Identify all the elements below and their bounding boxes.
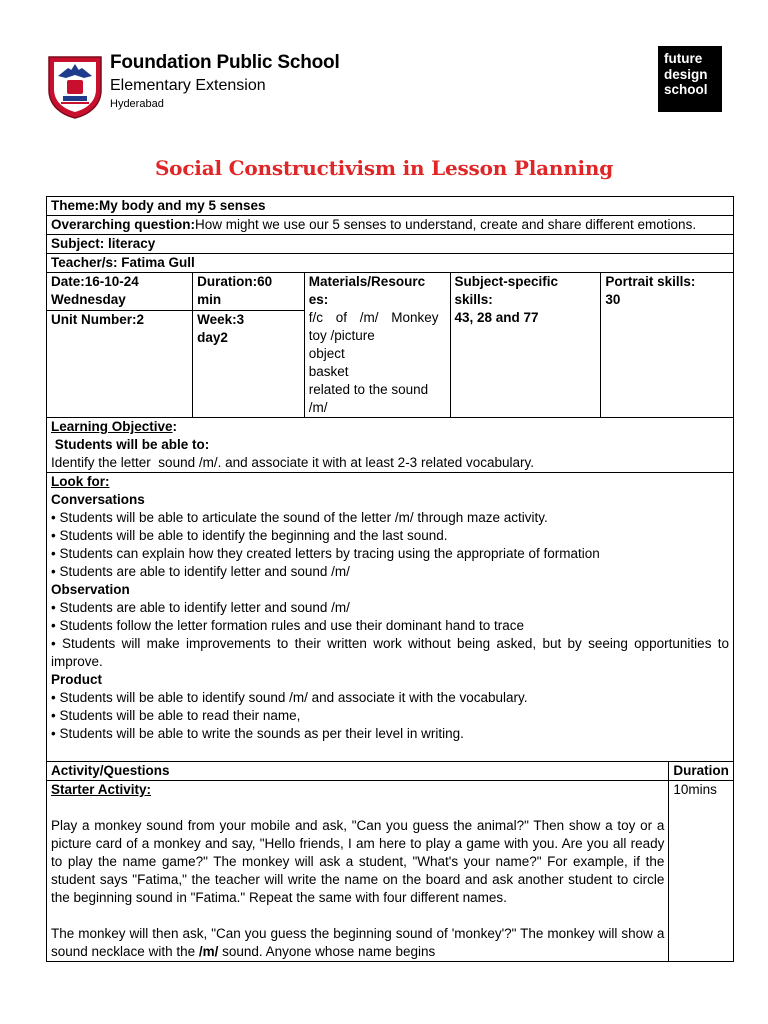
- unit-number: Unit Number:2: [47, 310, 192, 329]
- starter-activity-cell: [47, 781, 669, 962]
- school-name: Foundation Public School: [110, 52, 340, 73]
- activity-header-row: [47, 762, 734, 781]
- activity-header: Activity/Questions: [47, 762, 669, 781]
- product-heading: Product: [51, 672, 103, 687]
- portrait-label: Portrait skills:: [605, 274, 696, 289]
- list-item: • Students will be able to identify the beginning and the last sound.: [51, 528, 448, 543]
- list-item: • Students can explain how they created letters by tracing using the appropriate of formation: [51, 546, 600, 561]
- skills-value: 43, 28 and 77: [454, 310, 539, 325]
- overarching-row: [47, 216, 734, 235]
- date-cell: [47, 273, 193, 418]
- subject-cell: Subject: literacy: [47, 235, 734, 254]
- overarching-label: Overarching question:: [51, 217, 196, 232]
- materials-label-cont: es:: [308, 292, 329, 307]
- conversations-heading: Conversations: [51, 492, 145, 507]
- observation-heading: Observation: [51, 582, 130, 597]
- objective-text: Identify the letter sound /m/. and associate it with at least 2-3 related vocabulary.: [51, 455, 535, 470]
- portrait-value: 30: [605, 292, 621, 307]
- duration-header: Duration: [669, 762, 734, 781]
- school-subtitle: Elementary Extension: [110, 77, 266, 94]
- list-item: • Students will be able to write the sounds as per their level in writing.: [51, 726, 464, 741]
- objective-cell: [47, 418, 734, 473]
- objective-colon: :: [172, 419, 178, 434]
- materials-label: Materials/Resourc: [308, 274, 426, 289]
- list-item: • Students will be able to identify sound /m/ and associate it with the vocabulary.: [51, 690, 528, 705]
- skills-cell: [450, 273, 601, 418]
- brand-line: school: [664, 82, 708, 97]
- materials-line: object basket: [308, 346, 349, 379]
- objective-label: Learning Objective: [51, 419, 173, 434]
- school-crest-logo: [46, 54, 104, 120]
- list-item: • Students will be able to read their name,: [51, 708, 301, 723]
- teacher-row: [47, 254, 734, 273]
- starter-activity-label: Starter Activity:: [51, 782, 152, 797]
- date-line: Date:16-10-24: [51, 274, 139, 289]
- sound-m: /m/: [198, 944, 219, 959]
- starter-paragraph: Play a monkey sound from your mobile and ask, "Can you guess the animal?" Then show a toy or a picture card of a monkey and say, "Hello friends, I am here to play a game with you. Are you all ready to play the name game?" The monkey will ask a student, "What's your name?" For example, if the student says "Fatima," the teacher will write the name on the board and ask another student to circle the beginning sound in "Fatima." Repeat the same with four different names.: [51, 818, 665, 905]
- objective-row: [47, 418, 734, 473]
- school-city: Hyderabad: [110, 98, 164, 110]
- week-day: day2: [197, 330, 228, 345]
- brand-line: future: [664, 51, 703, 66]
- list-item: • Students are able to identify letter and sound /m/: [51, 564, 350, 579]
- portrait-cell: [601, 273, 734, 418]
- materials-line: toy /picture: [308, 328, 375, 343]
- brand-line: design: [664, 66, 708, 82]
- skills-label-cont: skills:: [454, 292, 493, 307]
- look-for-label: Look for:: [51, 474, 110, 489]
- overarching-text: How might we use our 5 senses to understand, create and share different emotions.: [195, 217, 697, 232]
- monkey-paragraph: [51, 925, 664, 961]
- day-line: Wednesday: [51, 292, 126, 307]
- future-design-school-logo: [658, 46, 722, 112]
- materials-line: related to the sound: [308, 382, 429, 397]
- objective-able: Students will be able to:: [51, 437, 210, 452]
- look-for-row: [47, 473, 734, 762]
- skills-label: Subject-specific: [454, 274, 559, 289]
- list-item: • Students will be able to articulate the sound of the letter /m/ through maze activity.: [51, 510, 548, 525]
- details-row: [47, 273, 734, 418]
- lesson-plan-table: [46, 196, 734, 962]
- list-item: • Students will make improvements to their written work without being asked, but by seeing opportunities to improve.: [51, 636, 729, 669]
- monkey-text: The monkey will then ask, "Can you guess the beginning sound of 'monkey'?" The monkey will show a sound necklace with the: [51, 926, 665, 959]
- starter-activity-row: [47, 781, 734, 962]
- materials-cell: [304, 273, 450, 418]
- materials-line: f/c of /m/ Monkey: [308, 310, 439, 325]
- theme-row: [47, 197, 734, 216]
- monkey-text-cont: sound. Anyone whose name begins: [218, 944, 436, 959]
- list-item: • Students follow the letter formation rules and use their dominant hand to trace: [51, 618, 524, 633]
- materials-line: /m/: [308, 400, 328, 415]
- teacher-cell: Teacher/s: Fatima Gull: [47, 254, 734, 273]
- week-line: Week:3: [193, 310, 304, 329]
- document-title: Social Constructivism in Lesson Planning: [154, 156, 614, 180]
- look-for-cell: [47, 473, 734, 762]
- subject-row: [47, 235, 734, 254]
- duration-line: Duration:60: [197, 274, 273, 289]
- overarching-cell: [47, 216, 734, 235]
- theme-cell: Theme:My body and my 5 senses: [47, 197, 734, 216]
- duration-cell: [193, 273, 305, 418]
- starter-duration-cell: 10mins: [669, 781, 734, 962]
- document-header: [44, 46, 724, 142]
- list-item: • Students are able to identify letter and sound /m/: [51, 600, 350, 615]
- school-info: [110, 52, 340, 111]
- duration-unit: min: [197, 292, 222, 307]
